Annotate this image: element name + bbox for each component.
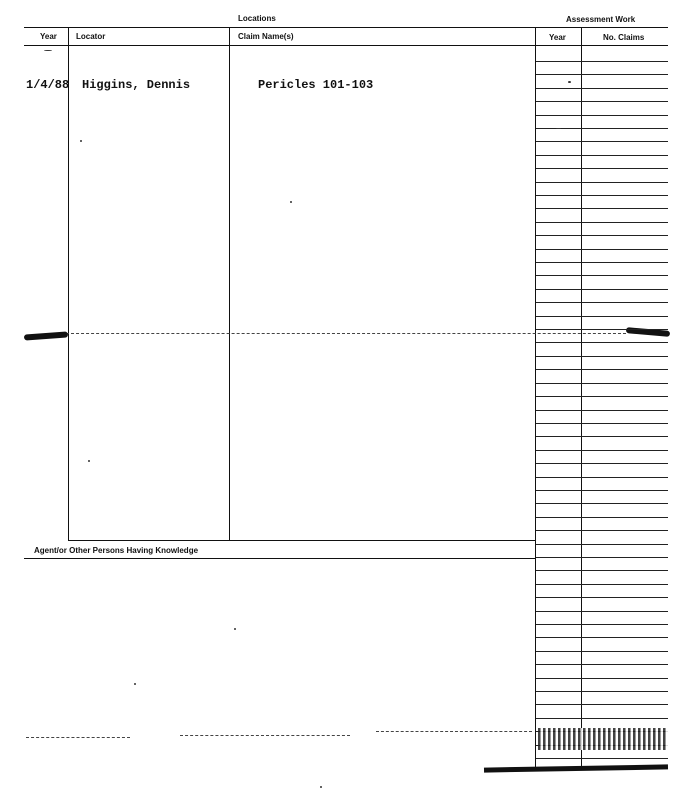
assessment-row-rule	[536, 597, 668, 598]
assessment-row-rule	[536, 88, 668, 89]
assessment-row-rule	[536, 195, 668, 196]
speck	[320, 786, 322, 788]
assessment-row-rule	[536, 704, 668, 705]
assessment-row-rule	[536, 289, 668, 290]
assessment-row-rule	[536, 651, 668, 652]
bottom-dash-mid	[180, 735, 350, 736]
col-header-no-claims: No. Claims	[603, 33, 645, 42]
assessment-work-title: Assessment Work	[566, 15, 636, 24]
assessment-row-rule	[536, 691, 668, 692]
col-header-year: Year	[40, 32, 57, 41]
agent-section-label: Agent/or Other Persons Having Knowledge	[34, 546, 199, 555]
assessment-row-rule	[536, 115, 668, 116]
assessment-row-rule	[536, 316, 668, 317]
assessment-row-rule	[536, 235, 668, 236]
assessment-row-rule	[536, 61, 668, 62]
assessment-row-rule	[536, 624, 668, 625]
assessment-row-rule	[536, 758, 668, 759]
bottom-smudge	[484, 764, 668, 772]
assessment-row-rule	[536, 342, 668, 343]
speck	[44, 50, 52, 51]
assessment-row-rule	[536, 611, 668, 612]
assessment-row-rule	[536, 168, 668, 169]
assessment-row-rule	[536, 503, 668, 504]
assessment-row-rule	[536, 718, 668, 719]
scan-noise-block	[538, 728, 668, 750]
divider-assessment-middle	[581, 28, 582, 770]
divider-assessment-left	[535, 28, 536, 770]
assessment-row-rule	[536, 517, 668, 518]
assessment-row-rule	[536, 557, 668, 558]
col-header-claim-names: Claim Name(s)	[238, 32, 294, 41]
assessment-row-rule	[536, 369, 668, 370]
assessment-row-rule	[536, 155, 668, 156]
speck	[134, 683, 136, 685]
assessment-row-rule	[536, 490, 668, 491]
assessment-row-rule	[536, 275, 668, 276]
fold-mark-left	[24, 331, 68, 340]
speck	[556, 128, 561, 129]
assessment-row-rule	[536, 410, 668, 411]
speck	[80, 140, 82, 142]
assessment-row-rule	[536, 302, 668, 303]
assessment-row-rule	[536, 208, 668, 209]
agent-section-rule	[24, 558, 535, 559]
fold-line	[66, 333, 626, 334]
speck	[88, 460, 90, 462]
speck	[290, 201, 292, 203]
assessment-row-rule	[536, 356, 668, 357]
assessment-row-rule	[536, 222, 668, 223]
entry-locator: Higgins, Dennis	[82, 78, 191, 92]
assessment-row-rule	[536, 182, 668, 183]
divider-locator-claims	[229, 28, 230, 540]
assessment-row-rule	[536, 262, 668, 263]
assessment-row-rule	[536, 396, 668, 397]
col-header-locator: Locator	[76, 32, 106, 41]
assessment-row-rule	[536, 664, 668, 665]
assessment-row-rule	[536, 570, 668, 571]
col-header-assessment-year: Year	[549, 33, 566, 42]
assessment-row-rule	[536, 74, 668, 75]
divider-year-locator	[68, 28, 69, 540]
speck	[234, 628, 236, 630]
assessment-row-rule	[536, 383, 668, 384]
locations-title: Locations	[238, 14, 276, 23]
locations-table-bottom-rule	[68, 540, 535, 541]
assessment-row-rule	[536, 544, 668, 545]
entry-year: 1/4/88	[26, 78, 70, 92]
bottom-dash-left	[26, 737, 130, 738]
assessment-row-rule	[536, 637, 668, 638]
assessment-row-rule	[536, 101, 668, 102]
assessment-row-rule	[536, 678, 668, 679]
assessment-row-rule	[536, 584, 668, 585]
assessment-row-rule	[536, 530, 668, 531]
bottom-dash-right	[376, 731, 532, 732]
assessment-row-rule	[536, 463, 668, 464]
assessment-row-rule	[536, 141, 668, 142]
assessment-row-rule	[536, 477, 668, 478]
assessment-row-rule	[536, 436, 668, 437]
assessment-row-rule	[536, 249, 668, 250]
assessment-row-rule	[536, 423, 668, 424]
speck	[568, 81, 571, 83]
header-top-rule	[24, 27, 668, 28]
entry-claim-names: Pericles 101-103	[258, 78, 374, 92]
assessment-row-rule	[536, 450, 668, 451]
header-bottom-rule	[24, 45, 668, 46]
assessment-row-rule	[536, 329, 668, 330]
